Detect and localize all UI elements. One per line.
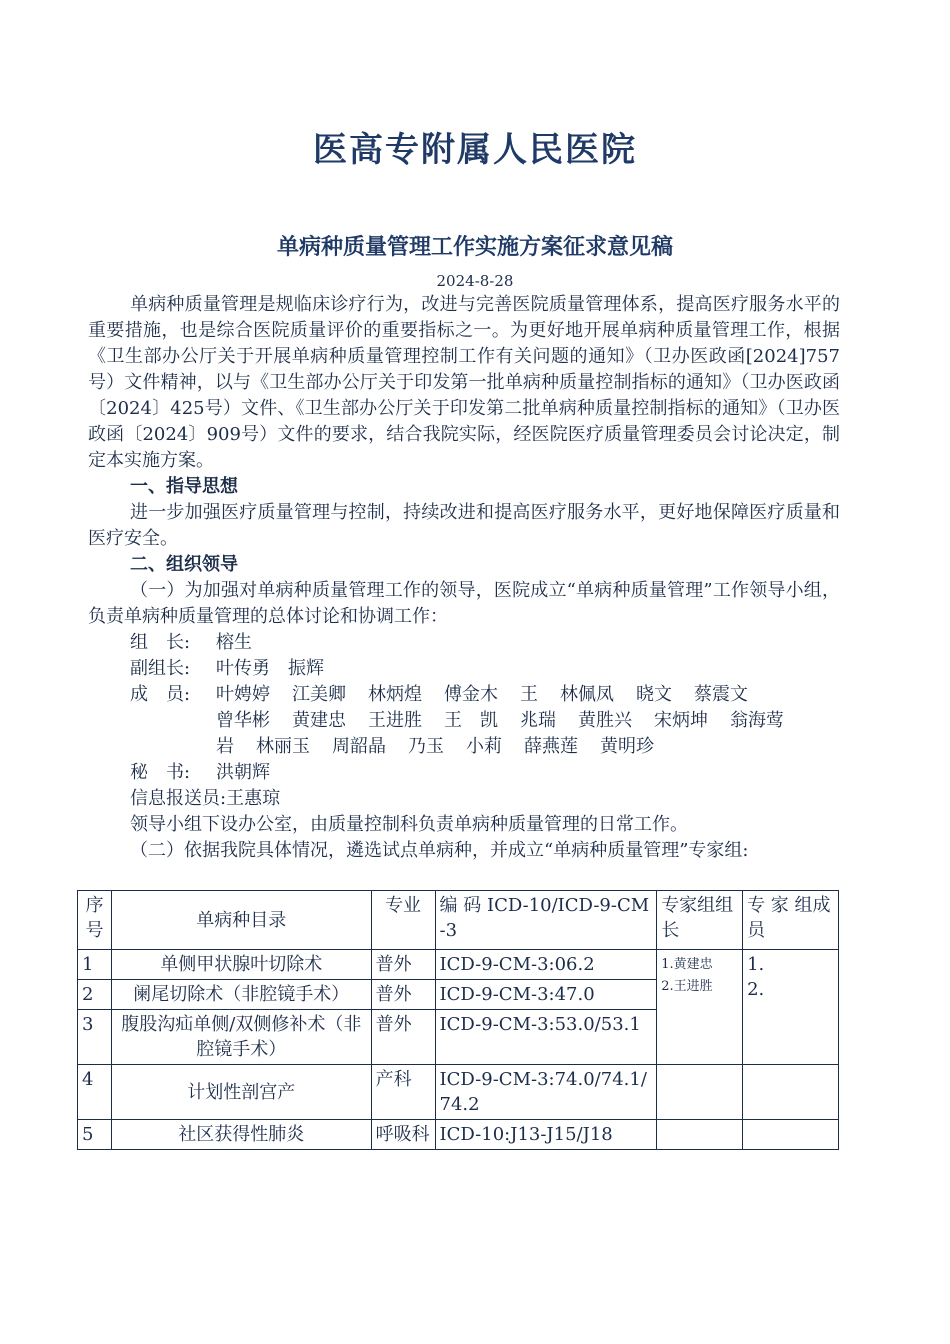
member-name: 林佩凤 [560,684,614,705]
header-seq: 序号 [78,891,112,950]
document-title: 单病种质量管理工作实施方案征求意见稿 [276,234,673,260]
office-paragraph: 领导小组下设办公室，由质量控制科负责单病种质量管理的日常工作。 [130,814,688,835]
deputy-row [88,656,840,682]
member-name: 岩 [216,736,234,757]
member-name: 乃玉 [408,736,444,757]
member-name: 蔡震文 [694,684,748,705]
group-member-item: 2. [747,979,765,1000]
row-specialty: 普外 [371,950,435,980]
group-member-item: 1. [747,954,765,975]
member-name: 兆瑞 [520,710,556,731]
row-specialty: 普外 [371,980,435,1010]
table-row [78,950,839,980]
empty-members-cell [743,1065,839,1120]
member-name: 翁海莺 [730,710,784,731]
group-members-cell [743,950,839,1065]
row-code: ICD-9-CM-3:47.0 [435,980,657,1010]
leader-label: 组 长: [130,632,191,653]
member-name: 小莉 [466,736,502,757]
deputy-label: 副组长: [130,658,191,679]
secretary-label: 秘 书: [130,762,191,783]
row-specialty: 普外 [371,1010,435,1065]
member-name: 黄胜兴 [578,710,632,731]
empty-leader-cell [657,1065,743,1120]
guiding-paragraph: 进一步加强医疗质量管理与控制，持续改进和提高医疗服务水平，更好地保障医疗质量和医疗安全。 [88,502,840,549]
hospital-name: 医高专附属人民医院 [313,130,637,170]
intro-paragraph: 单病种质量管理是规临床诊疗行为，改进与完善医院质量管理体系，提高医疗服务水平的重要措施，也是综合医院质量评价的重要指标之一。为更好地开展单病种质量管理工作，根据《卫生部办公厅关于开展单病种质量管理控制工作有关问题的通知》（卫办医政函[2024]757号）文件精神，以与《卫生部办公厅关于印发第一批单病种质量控制指标的通知》（卫办医政函〔2024〕425号）文件、《卫生部办公厅关于印发第二批单病种质量控制指标的通知》（卫办医政函〔2024〕909号）文件的要求，结合我院实际，经医院医疗质量管理委员会讨论决定，制定本实施方案。 [88,294,840,471]
row-disease: 阑尾切除术（非腔镜手术） [111,980,371,1010]
group-leader-name: 2.王进胜 [661,979,713,994]
row-disease: 腹股沟疝单侧/双侧修补术（非腔镜手术） [111,1010,371,1065]
member-name: 黄建忠 [292,710,346,731]
header-specialty: 专业 [371,891,435,950]
member-name: 曾华彬 [216,710,270,731]
secretary-row [88,760,840,786]
document-body [88,292,840,864]
member-name: 林炳煌 [368,684,422,705]
member-name: 王进胜 [368,710,422,731]
row-seq: 5 [78,1120,112,1150]
expert-group-paragraph: （二）依据我院具体情况，遴选试点单病种，并成立“单病种质量管理”专家组: [130,840,749,861]
member-name: 江美卿 [292,684,346,705]
document-date: 2024-8-28 [436,272,514,290]
member-name: 周韶晶 [332,736,386,757]
row-code: ICD-10:J13-J15/J18 [435,1120,657,1150]
reporter-row [88,786,840,812]
header-group-leader: 专家组组长 [657,891,743,950]
row-seq: 2 [78,980,112,1010]
row-seq: 4 [78,1065,112,1120]
member-name: 薛燕莲 [524,736,578,757]
members-row [88,682,840,760]
section-heading-organization: 二、组织领导 [130,554,238,575]
table-header-row [78,891,839,950]
table-row [78,1120,839,1150]
organization-paragraph: （一）为加强对单病种质量管理工作的领导，医院成立“单病种质量管理”工作领导小组，负责单病种质量管理的总体讨论和协调工作： [88,580,840,627]
table-row [78,1065,839,1120]
group-leader-name: 1.黄建忠 [661,957,713,972]
member-name: 叶娉婷 [216,684,270,705]
header-group-members: 专 家 组成员 [743,891,839,950]
row-specialty: 产科 [371,1065,435,1120]
row-disease: 单侧甲状腺叶切除术 [111,950,371,980]
row-seq: 3 [78,1010,112,1065]
member-name: 宋炳坤 [654,710,708,731]
header-code: 编 码 ICD-10/ICD-9-CM-3 [435,891,657,950]
row-seq: 1 [78,950,112,980]
group-leaders-cell [657,950,743,1065]
row-specialty: 呼吸科 [371,1120,435,1150]
section-heading-guiding: 一、指导思想 [130,476,238,497]
row-code: ICD-9-CM-3:53.0/53.1 [435,1010,657,1065]
member-name: 王 [520,684,538,705]
row-code: ICD-9-CM-3:74.0/74.1/74.2 [435,1065,657,1120]
row-code: ICD-9-CM-3:06.2 [435,950,657,980]
header-disease: 单病种目录 [111,891,371,950]
deputy-names: 叶传勇 振辉 [216,658,324,679]
member-name: 黄明珍 [600,736,654,757]
row-disease: 社区获得性肺炎 [111,1120,371,1150]
row-disease: 计划性剖宫产 [111,1065,371,1120]
secretary-name: 洪朝辉 [216,762,270,783]
leader-name: 榕生 [216,632,252,653]
member-name: 林丽玉 [256,736,310,757]
reporter-label: 信息报送员: [130,788,227,809]
reporter-name: 王惠琼 [226,788,281,809]
empty-leader-cell [657,1120,743,1150]
member-name: 王 凯 [444,710,498,731]
empty-members-cell [743,1120,839,1150]
member-name: 晓文 [636,684,672,705]
members-list [216,682,840,760]
expert-group-table [77,890,839,1150]
members-label: 成 员: [130,684,191,705]
member-name: 傅金木 [444,684,498,705]
leader-row [88,630,840,656]
